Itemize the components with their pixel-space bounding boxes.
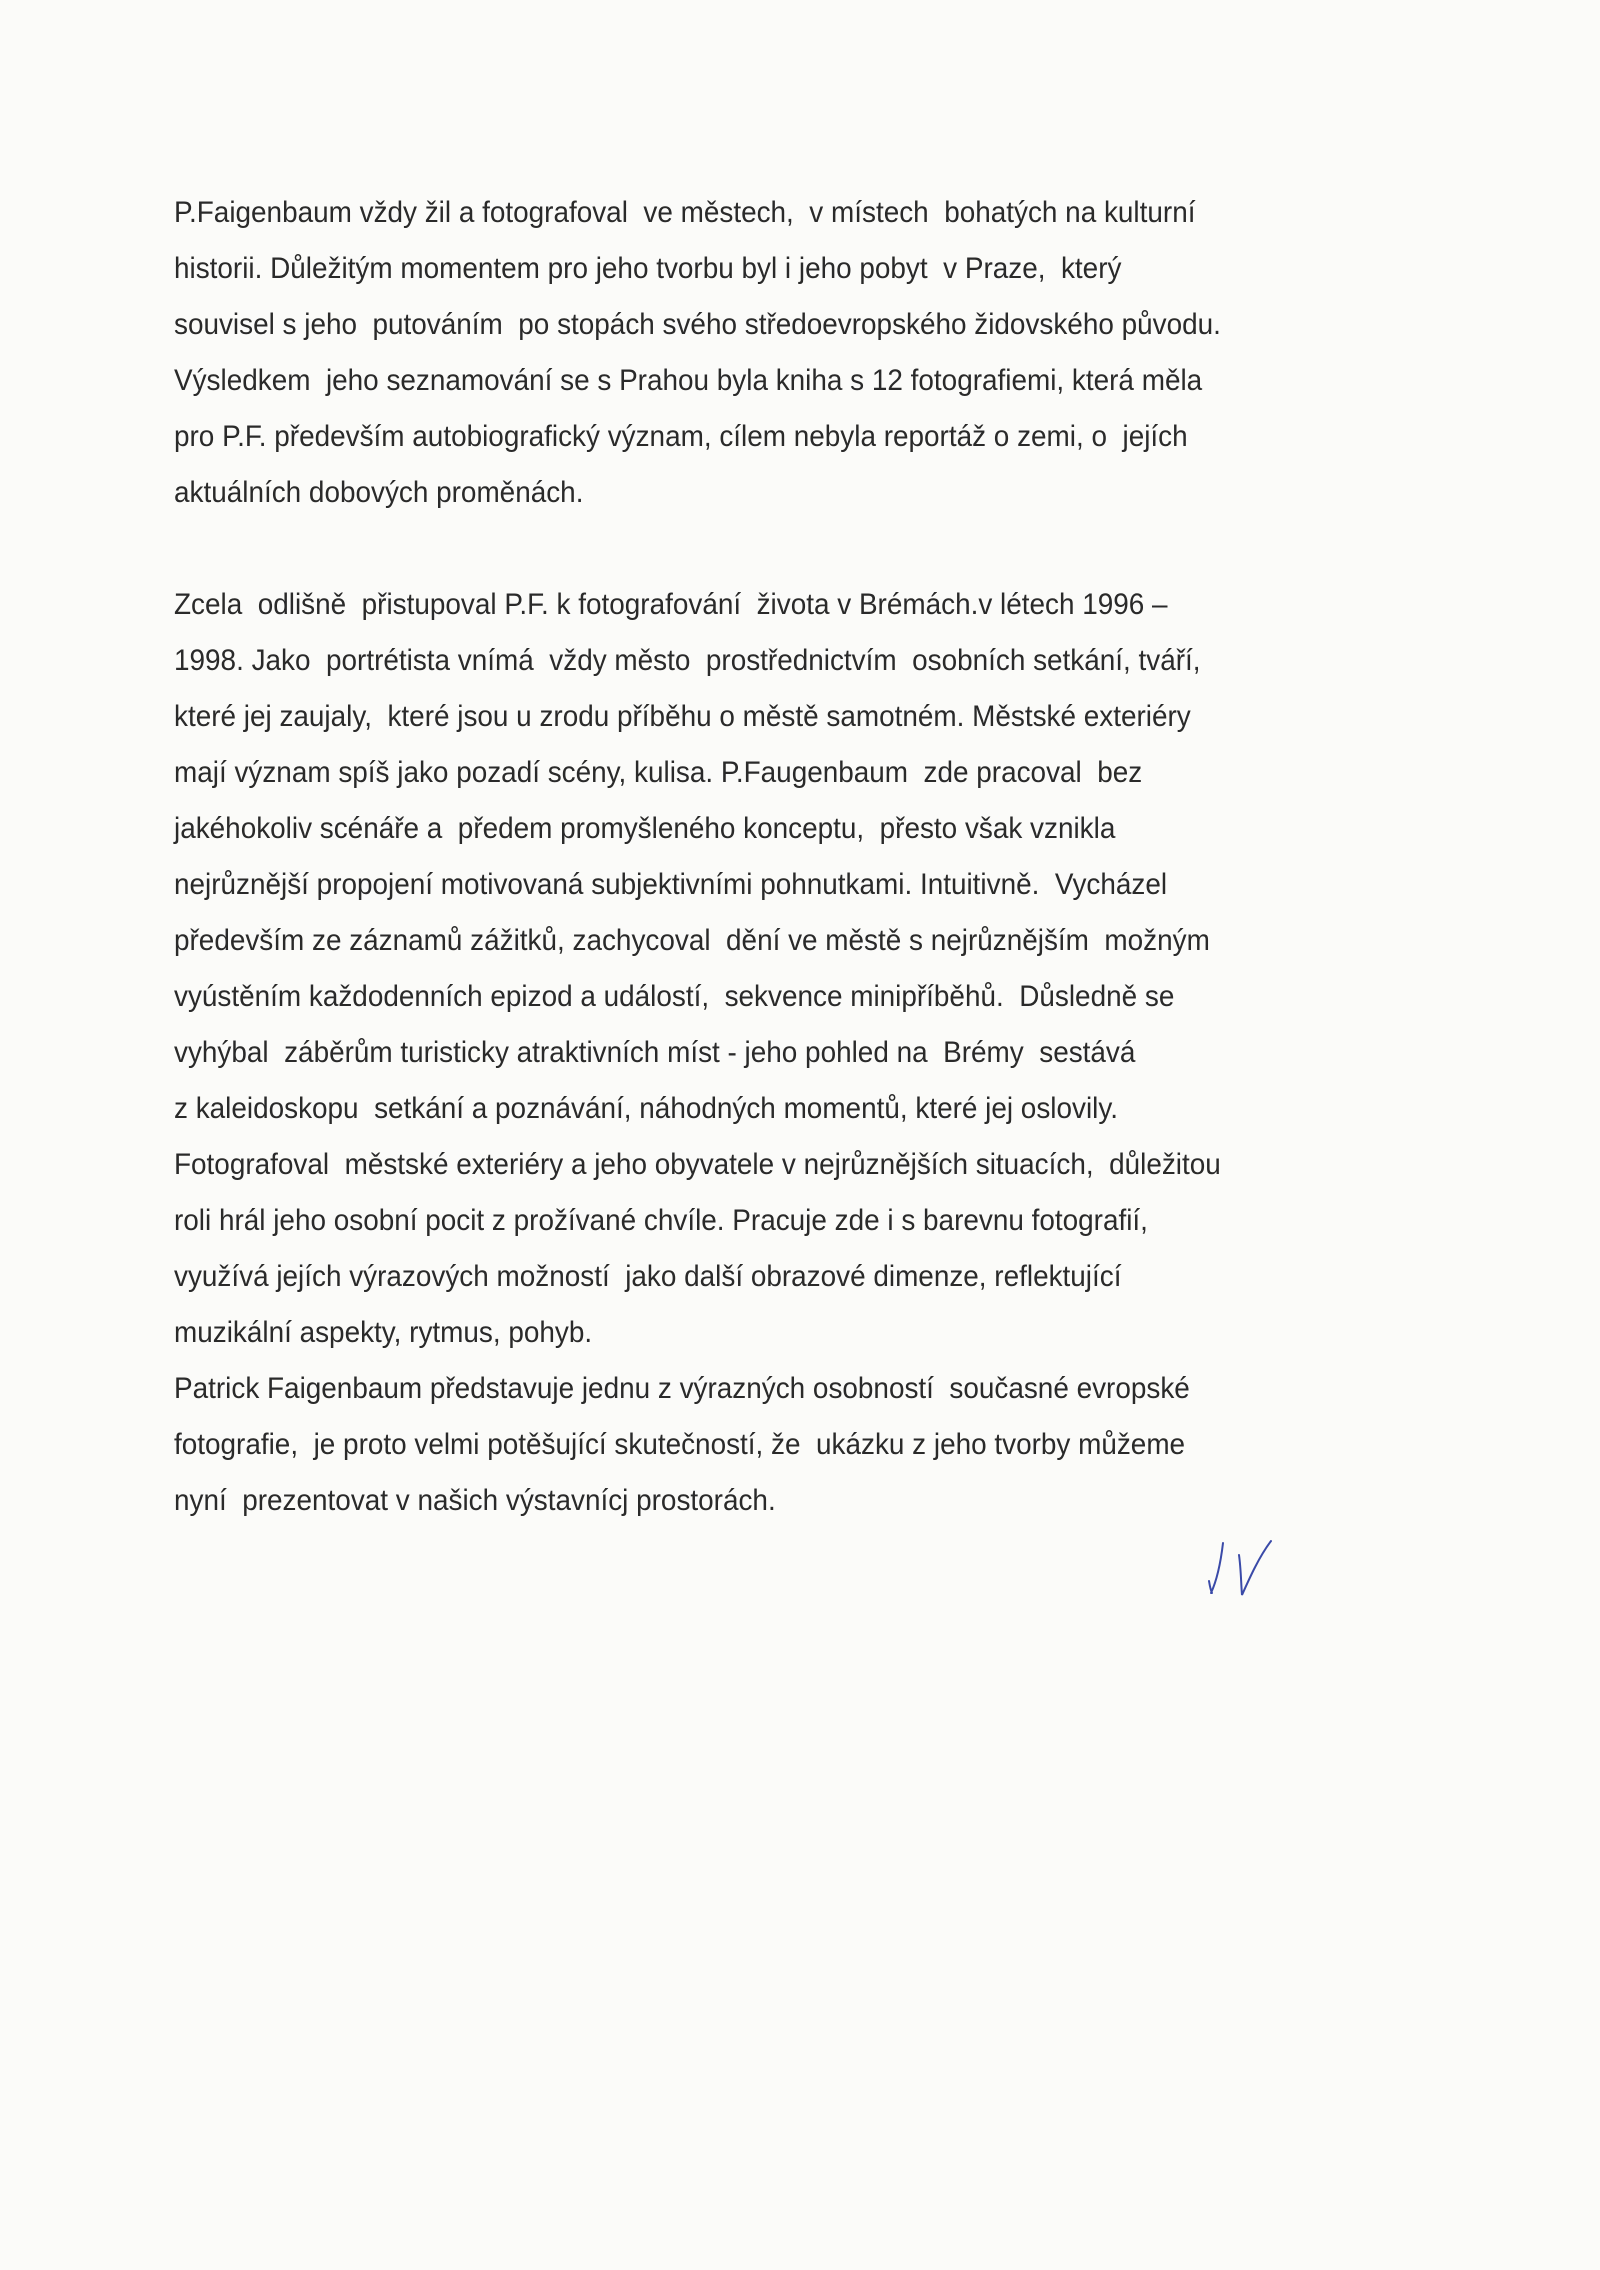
text-line: aktuálních dobových proměnách. [174, 476, 584, 509]
text-line: 1998. Jako portrétista vnímá vždy město prostřednictvím osobních setkání, tváří, [174, 644, 1201, 677]
text-line: které jej zaujaly, které jsou u zrodu příběhu o městě samotném. Městské exteriéry [174, 700, 1191, 733]
text-line: pro P.F. především autobiografický význam, cílem nebyla reportáž o zemi, o jejích [174, 420, 1188, 453]
text-line: Zcela odlišně přistupoval P.F. k fotografování života v Brémách.v létech 1996 – [174, 588, 1168, 621]
text-line: vyústěním každodenních epizod a událostí, sekvence minipříběhů. Důsledně se [174, 980, 1175, 1013]
text-line: nyní prezentovat v našich výstavnícj prostorách. [174, 1484, 776, 1517]
text-line: nejrůznější propojení motivovaná subjektivními pohnutkami. Intuitivně. Vycházel [174, 868, 1168, 901]
text-line: využívá jejích výrazových možností jako další obrazové dimenze, reflektující [174, 1260, 1122, 1293]
text-line: vyhýbal záběrům turisticky atraktivních míst - jeho pohled na Brémy sestává [174, 1036, 1136, 1069]
text-line: jakéhokoliv scénáře a předem promyšleného konceptu, přesto však vznikla [174, 812, 1116, 845]
text-line: z kaleidoskopu setkání a poznávání, náhodných momentů, které jej oslovily. [174, 1092, 1118, 1125]
text-line: Výsledkem jeho seznamování se s Prahou byla kniha s 12 fotografiemi, která měla [174, 364, 1203, 397]
text-line: historii. Důležitým momentem pro jeho tvorbu byl i jeho pobyt v Praze, který [174, 252, 1122, 285]
text-line: Fotografoval městské exteriéry a jeho obyvatele v nejrůznějších situacích, důležitou [174, 1148, 1221, 1181]
text-line: roli hrál jeho osobní pocit z prožívané chvíle. Pracuje zde i s barevnu fotografií, [174, 1204, 1148, 1237]
text-line: souvisel s jeho putováním po stopách svého středoevropského židovského původu. [174, 308, 1221, 341]
text-line: především ze záznamů zážitků, zachycoval dění ve městě s nejrůznějším možným [174, 924, 1210, 957]
text-line: fotografie, je proto velmi potěšující skutečností, že ukázku z jeho tvorby můžeme [174, 1428, 1186, 1461]
handwritten-signature [1195, 1535, 1285, 1600]
text-line: mají význam spíš jako pozadí scény, kulisa. P.Faugenbaum zde pracoval bez [174, 756, 1143, 789]
text-line: muzikální aspekty, rytmus, pohyb. [174, 1316, 593, 1349]
text-line: Patrick Faigenbaum představuje jednu z výrazných osobností současné evropské [174, 1372, 1190, 1405]
text-line: P.Faigenbaum vždy žil a fotografoval ve městech, v místech bohatých na kulturní [174, 196, 1196, 229]
